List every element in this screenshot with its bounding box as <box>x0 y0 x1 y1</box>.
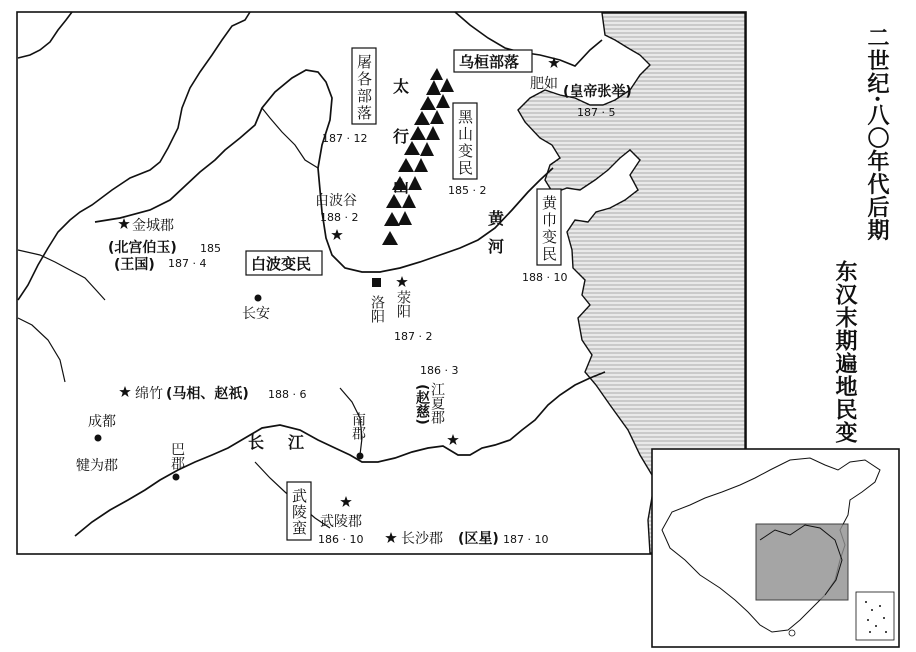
date-mianzhu: 188 · 6 <box>268 388 307 401</box>
date-heishan: 185 · 2 <box>448 184 487 197</box>
label-jincheng-leader1-date: 185 <box>200 242 221 255</box>
label-huangjin: 黄巾变民 <box>540 195 558 263</box>
date-baibo-gu: 188 · 2 <box>320 211 359 224</box>
label-feiru: 肥如 <box>530 76 558 92</box>
inset-highlight <box>756 524 848 600</box>
date-changsha: 187 · 10 <box>503 533 549 546</box>
date-jincheng: 187 · 4 <box>168 257 207 270</box>
date-wuhuan: 187 · 5 <box>577 106 616 119</box>
label-baxian: 巴郡 <box>169 442 185 470</box>
label-chengdu: 成都 <box>88 414 116 430</box>
dot-baxian <box>173 474 180 481</box>
date-wuling: 186 · 10 <box>318 533 364 546</box>
label-baibo-gu: 白波谷 <box>315 193 357 209</box>
label-jiangxia-leader: (赵慈) <box>414 384 430 425</box>
label-wuling-man: 武陵蛮 <box>290 488 308 536</box>
label-luoyang: 洛阳 <box>369 295 385 323</box>
label-mianzhu-leader: (马相、赵祇) <box>166 386 249 402</box>
inset-south-sea-box <box>856 592 894 640</box>
label-jiangxia: 江夏郡 <box>429 382 445 424</box>
label-nanjun: 南郡 <box>350 412 366 440</box>
inset-map <box>652 449 899 647</box>
label-heishan: 黑山变民 <box>456 109 474 177</box>
luoyang-marker <box>372 278 381 287</box>
date-xingyang: 187 · 2 <box>394 330 433 343</box>
label-jianwei: 犍为郡 <box>76 458 118 474</box>
label-jincheng-leader1: (北宫伯玉) <box>108 240 177 256</box>
date-jiangxia: 186 · 3 <box>420 364 459 377</box>
label-wuhuan: 乌桓部落 <box>459 53 520 71</box>
label-feiru-leader: (皇帝张举) <box>563 84 632 100</box>
label-tuge: 屠各部落 <box>355 54 373 122</box>
label-changjiang: 长江 <box>248 433 329 452</box>
inset-hainan <box>789 630 795 636</box>
label-changan: 长安 <box>242 306 270 322</box>
title-line2: 东汉末期遍地民变 <box>832 260 858 444</box>
date-huangjin: 188 · 10 <box>522 271 568 284</box>
dot-nanjun <box>357 453 364 460</box>
dot-chengdu <box>95 435 102 442</box>
dot-changan <box>255 295 262 302</box>
label-xingyang: 荥阳 <box>395 290 411 318</box>
label-wuling: 武陵郡 <box>320 514 362 530</box>
label-baibo: 白波变民 <box>251 255 312 273</box>
label-changsha: 长沙郡 <box>401 531 443 547</box>
label-taihang: 太行山 <box>390 78 410 228</box>
label-changsha-leader: (区星) <box>458 531 499 547</box>
label-jincheng: 金城郡 <box>132 218 174 234</box>
date-tuge: 187 · 12 <box>322 132 368 145</box>
label-jincheng-leader2: (王国) <box>114 257 155 273</box>
title-line1: 二世纪·八〇年代后期 <box>864 26 890 242</box>
label-huanghe: 黄河 <box>485 210 505 266</box>
label-mianzhu: 绵竹 <box>135 386 163 402</box>
